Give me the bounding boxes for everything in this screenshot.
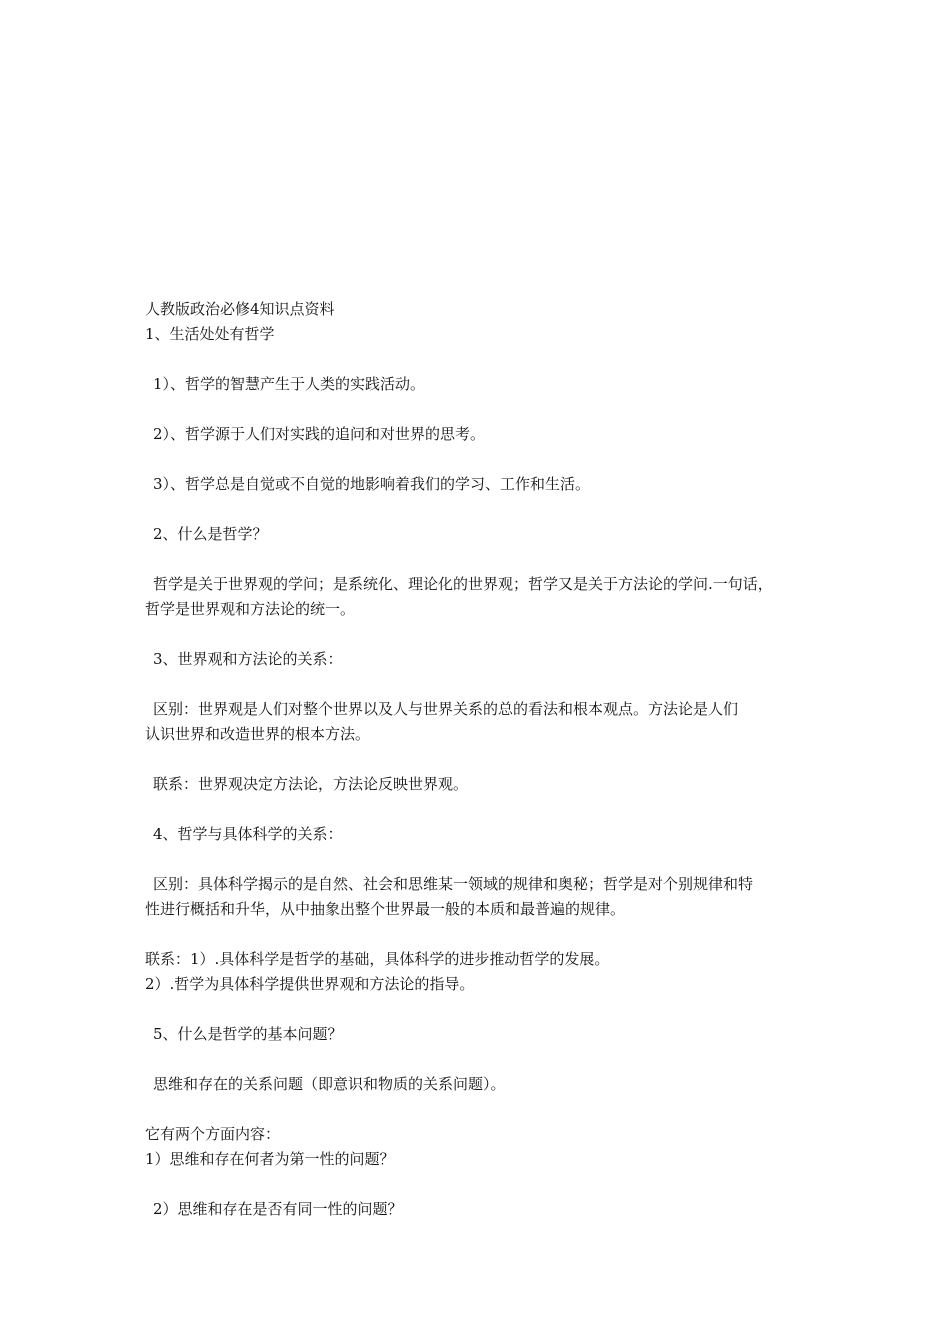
paragraph-line: 认识世界和改造世界的根本方法。 — [145, 725, 371, 743]
paragraph-line: 2）.哲学为具体科学提供世界观和方法论的指导。 — [145, 975, 475, 993]
paragraph-line: 区别：世界观是人们对整个世界以及人与世界关系的总的看法和根本观点。方法论是人们 — [153, 700, 739, 718]
paragraph-line: 它有两个方面内容： — [145, 1125, 281, 1143]
section-heading-2: 2、什么是哲学？ — [153, 525, 268, 543]
paragraph-line: 哲学是世界观和方法论的统一。 — [145, 600, 356, 618]
paragraph-line: 联系：1）.具体科学是哲学的基础，具体科学的进步推动哲学的发展。 — [145, 950, 610, 968]
paragraph-line: 性进行概括和升华，从中抽象出整个世界最一般的本质和最普遍的规律。 — [145, 900, 626, 918]
paragraph-line: 1）、哲学的智慧产生于人类的实践活动。 — [153, 375, 426, 393]
document-title: 人教版政治必修4知识点资料 — [145, 300, 335, 318]
paragraph-line: 思维和存在的关系问题（即意识和物质的关系问题）。 — [153, 1075, 506, 1093]
section-heading-4: 4、哲学与具体科学的关系： — [153, 825, 343, 843]
paragraph-line: 2）思维和存在是否有同一性的问题？ — [153, 1200, 403, 1218]
paragraph-line: 联系：世界观决定方法论，方法论反映世界观。 — [153, 775, 469, 793]
paragraph-line: 3）、哲学总是自觉或不自觉的地影响着我们的学习、工作和生活。 — [153, 475, 591, 493]
section-heading-3: 3、世界观和方法论的关系： — [153, 650, 343, 668]
paragraph-line: 1）思维和存在何者为第一性的问题？ — [145, 1150, 395, 1168]
section-heading-5: 5、什么是哲学的基本问题？ — [153, 1025, 343, 1043]
paragraph-line: 哲学是关于世界观的学问；是系统化、理论化的世界观；哲学又是关于方法论的学问.一句话， — [153, 575, 773, 593]
paragraph-line: 区别：具体科学揭示的是自然、社会和思维某一领域的规律和奥秘；哲学是对个别规律和特 — [153, 875, 754, 893]
section-heading-1: 1、生活处处有哲学 — [145, 325, 275, 343]
paragraph-line: 2）、哲学源于人们对实践的追问和对世界的思考。 — [153, 425, 486, 443]
